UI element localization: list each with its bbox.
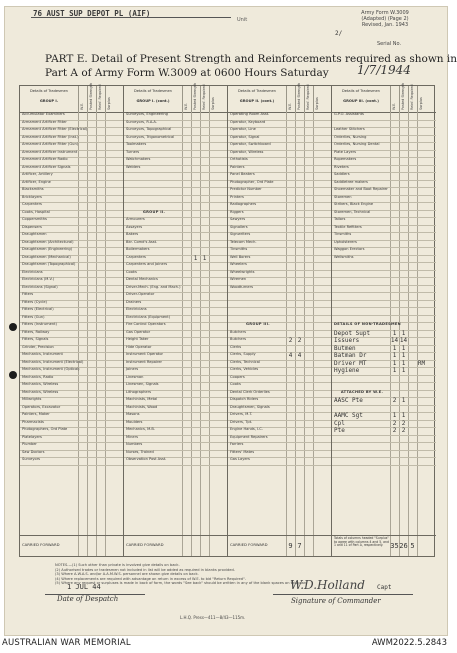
commander-rank: Capt [377, 584, 392, 591]
strength-value: RM [417, 359, 426, 367]
trade-label: Panel Beaters [230, 172, 255, 176]
trade-label: Drivers, Tpt. [230, 419, 253, 424]
punch-hole [9, 371, 17, 379]
trade-label: Gas Operator [126, 329, 151, 334]
trade-label: Equipment Repairers [230, 434, 268, 439]
trade-label: Telecom Mech. [230, 239, 257, 244]
trade-label: Hide Operator [126, 344, 152, 349]
trade-label: Clerks [230, 344, 242, 349]
trade-label: Tailors [334, 217, 346, 221]
column-header-text [20, 89, 78, 104]
trade-label: Well Borers [230, 254, 251, 259]
table-row [332, 457, 436, 466]
trade-label: Armament Artificer Instrument [22, 149, 78, 154]
trade-label: Grinder, Precision [22, 344, 54, 349]
strength-value: 1 [392, 352, 397, 359]
trade-label: Millwrights [22, 397, 42, 401]
trade-label: Armament Artificer Fitter (Inst.) [22, 134, 79, 139]
trade-label: Cooks [230, 382, 241, 386]
trade-label: Riggers [230, 209, 244, 214]
typed-trade: Batman Dr [334, 352, 367, 359]
trade-label: Plate Layers [334, 149, 357, 154]
form-reference [335, 10, 435, 28]
strength-value: 1 [401, 397, 406, 404]
trade-label: Numbers [126, 442, 143, 446]
subheader-text: Surplus [107, 97, 111, 110]
subheader-text: Reinf. Required [202, 84, 206, 110]
table-row [228, 457, 331, 466]
trade-label: Draughtsmen [22, 232, 47, 236]
trade-label: Linesmen, Signals [126, 382, 159, 386]
trade-label: Welders [126, 164, 141, 169]
trade-label: Butchers [230, 337, 246, 341]
strength-value: 1 [392, 412, 397, 419]
trade-label: Shoemaker and Boot Repairer [334, 187, 388, 191]
form-title-line2: Part A of Army Form W.3009 at 0600 Hours Saturday [45, 67, 329, 79]
unit-label: Unit [237, 17, 248, 23]
carried-forward-total: 35 [390, 542, 399, 550]
trade-label: Surveyors, Engineering [126, 112, 168, 116]
trade-label: Drivers, M.T. [230, 412, 253, 416]
carried-forward-total: 7 [297, 542, 302, 550]
trade-label: Linesman [126, 374, 144, 379]
column-head-label: Details of Tradesmen [342, 89, 380, 93]
trade-label: Butchers [230, 329, 246, 334]
subheader-surplus [209, 86, 219, 112]
strength-value: 14 [390, 337, 399, 344]
note-line: NOTES.—(1) Such other than private is involved give details on back. [55, 563, 180, 567]
totals-note: Totals of columns headed "Surplus" to agree with columns 4 and 5, and 1 and 11 of Part A, respectively. [334, 536, 389, 548]
group-heading: GROUP III. [246, 322, 270, 326]
strength-value: 1 [392, 344, 397, 352]
trade-label: Upholsterers [334, 239, 357, 244]
trade-label: Accumulator Examiners [22, 112, 65, 116]
trade-label: Fitters (Gun) [22, 314, 45, 319]
carried-forward-total: 26 [399, 542, 408, 550]
subheader-text: Posted Strength [297, 82, 301, 110]
table-row [20, 457, 123, 466]
trade-label: Wheelers [230, 262, 247, 266]
trade-label: Armament Artificer Signals [22, 164, 71, 169]
trade-label: Fire Control Operators [126, 322, 166, 326]
typed-trade: Butmen [334, 344, 356, 352]
trade-label: Draughtsmen (Engineering) [22, 247, 73, 251]
trade-label: Height Taker [126, 337, 149, 341]
column-header [228, 82, 331, 113]
commander-signature: W.D.Holland [290, 578, 365, 592]
trade-label: Saw Doctors [22, 449, 45, 454]
typed-trade: Issuers [334, 337, 360, 344]
strength-value: 1 [401, 352, 406, 359]
trade-label: Orderlies, Nursing [334, 134, 367, 139]
column-header-text [332, 89, 390, 104]
trade-label: Strikers, Black Engine [334, 202, 374, 206]
table-column-3 [228, 82, 332, 556]
trade-label: Bakers [126, 232, 139, 236]
table-column-1 [20, 82, 124, 556]
trade-label: Miners [126, 434, 138, 439]
trade-label: Drainers [126, 299, 142, 304]
trade-label: Wiremen [230, 277, 247, 281]
strength-value: 1 [392, 329, 397, 337]
trade-label: Electricians [126, 307, 147, 311]
archive-name: AUSTRALIAN WAR MEMORIAL [2, 638, 131, 648]
trade-label: Fitters (Electrical) [22, 307, 54, 311]
column-group-label: GROUP III. (cont.) [343, 99, 379, 104]
subheader-text: W.E. [80, 102, 84, 110]
subheader-text: Posted Strength [89, 82, 93, 110]
strength-value: 4 [297, 352, 302, 359]
trade-label: Orthotists [230, 157, 248, 161]
trade-label: Artificer, Engine [22, 179, 51, 184]
column-group-label: GROUP I. (cont.) [136, 99, 170, 104]
trade-label: Carpenters [126, 254, 146, 259]
trade-label: Boilermakers [126, 247, 150, 251]
trade-label: Instrument Repairer [126, 359, 163, 364]
trade-label: Dental Clerk Orderlies [230, 389, 270, 394]
note-line: (2) Authorised trades or tradesmen not included in list will be added as required in blanks provided. [55, 567, 235, 572]
trade-label: Surveyors [22, 457, 41, 461]
trade-label: Dispatch Riders [230, 397, 259, 401]
form-sheet [4, 6, 457, 636]
typed-trade: AASC Pte [334, 397, 363, 404]
group-heading: ATTACHED BY W.E. [340, 389, 384, 394]
trade-label: Operating Room Asst. [230, 112, 270, 116]
strength-value: 2 [297, 337, 302, 344]
trade-label: Riveters [334, 164, 349, 169]
trade-label: Instrument Operator [126, 352, 164, 356]
trade-label: Pharmacists [22, 419, 44, 424]
typed-trade: Depot Supt [334, 329, 371, 337]
page-number: 2/ [335, 30, 343, 37]
trade-label: Fitters' Mates [230, 449, 255, 454]
column-group-label: GROUP II. (cont.) [239, 99, 275, 104]
subheader-text: Surplus [211, 97, 215, 110]
report-date-hand: 1/7/194 [357, 63, 404, 77]
trade-label: Armament Artificer Radio [22, 157, 68, 161]
subheader-text: W.E. [392, 102, 396, 110]
trade-label: Artificer, Artillery [22, 172, 53, 176]
trade-label: Armament Artificer Fitter (Electrical) [22, 127, 88, 131]
trade-label: Blacksmiths [22, 187, 44, 191]
strength-value: 2 [392, 427, 397, 434]
subheader-text: W.E. [184, 102, 188, 110]
trade-label: Machinists, Metal [126, 397, 158, 401]
carried-forward-row [332, 535, 436, 556]
table-column-2 [124, 82, 228, 556]
trade-label: Radiographers [230, 202, 257, 206]
trade-label: Dispensers [22, 224, 42, 229]
trade-label: Woodturners [230, 284, 253, 289]
trade-label: Bricklayers [22, 194, 42, 199]
trade-label: Surveyors, R.A.A. [126, 119, 157, 124]
printer-imprint: L.H.Q. Press—411—8/43—115m. [180, 615, 246, 620]
trade-label: Armourers [126, 217, 145, 221]
report-date [357, 63, 411, 77]
trade-label: Moulders [126, 419, 143, 424]
typed-trade: AAMC Sgt [334, 412, 363, 419]
trade-label: Tinsmiths [334, 232, 352, 236]
carried-forward-total: 5 [410, 542, 415, 550]
typed-trade: Driver MT [334, 359, 367, 367]
trade-label: Fitters (Cycle) [22, 299, 47, 304]
trade-label: Mechanics, M.B. [126, 427, 156, 431]
trade-label: Assayers [126, 224, 143, 229]
form-notes [55, 563, 427, 586]
trade-label: Electricians [22, 269, 43, 274]
trade-label: Saddlers [334, 172, 350, 176]
signature-rule [273, 594, 413, 595]
trade-label: Draughtsmen, Signals [230, 404, 270, 409]
strength-value: 1 [401, 359, 406, 367]
punch-hole [9, 323, 17, 331]
trade-label: Storemen, Technical [334, 209, 371, 214]
table-row [124, 457, 227, 466]
typed-trade: Hygiene [334, 367, 360, 374]
carried-forward-label: CARRIED FORWARD [126, 542, 164, 547]
subheader-text: Posted Strength [193, 82, 197, 110]
trade-label: Photographers, Ord Plate [22, 427, 68, 431]
trade-label: Plumber [22, 442, 37, 446]
column-header [20, 82, 123, 113]
report-date-suffix: 4 [403, 63, 411, 77]
trade-label: Painters, Maker [22, 412, 50, 416]
trade-label: Wheelwrights [230, 269, 255, 274]
trade-label: Leather Stitchers [334, 127, 365, 131]
trade-label: Platelayers [22, 434, 42, 439]
subheader-text: Surplus [315, 97, 319, 110]
trade-label: Turners [126, 149, 140, 154]
form-ref-line: Army Form W.3009 [361, 10, 409, 16]
unit-rule [31, 17, 231, 18]
trade-label: Photographer, Ord Plate [230, 179, 274, 184]
trade-label: Nurses, Trained [126, 449, 154, 454]
trade-label: Electricians (M.V.) [22, 277, 54, 281]
trade-label: Driver-Mech. (Eng. and Mach.) [126, 284, 181, 289]
carried-forward-row [228, 535, 331, 556]
trade-label: Operators, Excavator [22, 404, 61, 409]
trade-label: Toolmakers [126, 142, 147, 146]
column-head-label: Details of Tradesmen [238, 89, 276, 93]
note-line: (5) Where any request or surpluses is made in back of form, the words "See back" should be written in any of the blank spaces on this plan. [55, 581, 308, 585]
strength-value: 1 [401, 412, 406, 419]
note-line: (3) Where A.W.A.S. and/or A.A.M.W.S. personnel are shown give details on back. [55, 572, 199, 576]
form-ref-line: Revised, Jan. 1943 [361, 22, 409, 28]
trade-label: Armament Artificer Fitter [22, 119, 67, 124]
trade-label: Storemen [334, 194, 352, 199]
trade-label: Waggon Erectors [334, 247, 365, 251]
strength-table [19, 82, 435, 557]
trade-label: Operator, Wireless [230, 149, 264, 154]
trade-label: Farriers [230, 442, 244, 446]
group-heading: GROUP II. [142, 209, 166, 214]
column-head-label: Details of Tradesmen [134, 89, 172, 93]
group-heading: DETAILS OF NON-TRADESMEN [334, 322, 401, 326]
trade-label: Surveyors, Topographical [126, 127, 172, 131]
column-header [124, 82, 227, 113]
trade-label: Saddletree makers [334, 179, 368, 184]
trade-label: Clerks, Supply [230, 352, 256, 356]
subheader-surplus [417, 86, 427, 112]
trade-label: Printers [230, 194, 244, 199]
form-title-line1: PART E. Detail of Present Strength and Reinforcements required as shown in [45, 53, 457, 65]
strength-value: 1 [202, 254, 207, 262]
trade-label: Mechanics, Radio [22, 374, 54, 379]
trade-label: Fitters, Railway [22, 329, 50, 334]
trade-label: Clerks, Vehicles [230, 367, 259, 371]
subheader-text: Surplus [419, 97, 423, 110]
trade-label: Dental Mechanics [126, 277, 158, 281]
column-head-label: Details of Tradesmen [30, 89, 68, 93]
trade-label: G.P.O. Assistants [334, 112, 364, 116]
strength-value: 1 [392, 359, 397, 367]
despatch-label: Date of Despatch [57, 595, 119, 603]
typed-trade: Cpl [334, 419, 345, 427]
trade-label: Draughtsmen (Mechanical) [22, 254, 71, 259]
trade-label: Watchmakers [126, 157, 151, 161]
trade-label: Machinists, Wood [126, 404, 158, 409]
subheader-text: Reinf. Required [410, 84, 414, 110]
trade-label: Painters [230, 164, 245, 169]
signature-label: Signature of Commander [291, 597, 381, 605]
trade-label: Coppersmiths [22, 217, 47, 221]
trade-label: Operator, Keyboard [230, 119, 266, 124]
form-ref-line: (Adapted) (Page 2) [361, 16, 409, 22]
trade-label: Lithographers [126, 389, 151, 394]
subheader-text: W.E. [288, 102, 292, 110]
trade-label: Wellsmiths [334, 254, 354, 259]
trade-label: Driver-Operator [126, 292, 155, 296]
trade-label: Electricians (Signal) [22, 284, 58, 289]
trade-label: Fitters [22, 292, 34, 296]
subheader-surplus [105, 86, 115, 112]
trade-label: Gas Layers [230, 457, 250, 461]
trade-label: Clerks, Technical [230, 359, 260, 364]
strength-value: 2 [401, 419, 406, 427]
strength-value: 1 [401, 329, 406, 337]
trade-label: Mechanics, Instrument (Electrical) [22, 359, 84, 364]
despatch-date: 1 JUL 44 [67, 583, 101, 591]
column-header [332, 82, 436, 113]
trade-label: Operator, Line [230, 127, 256, 131]
trade-label: Surveyors, Trigonometrical [126, 134, 175, 139]
trade-label: Cooks, Hospital [22, 209, 50, 214]
trade-label: Coopers [230, 374, 245, 379]
trade-label: Draughtsmen (Topographical) [22, 262, 76, 266]
trade-label: Fitters, Signals [22, 337, 49, 341]
trade-label: Textile Refitters [334, 224, 362, 229]
trade-label: Signwriters [230, 232, 251, 236]
column-header-text [124, 89, 182, 104]
strength-value: 14 [399, 337, 408, 344]
trade-label: Orderlies, Nursing Dental [334, 142, 380, 146]
column-group-label: GROUP I. [39, 99, 59, 104]
strength-value: 1 [193, 254, 198, 262]
trade-label: Carpenters and Joiners [126, 262, 168, 266]
strength-value: 1 [392, 367, 397, 374]
trade-label: Cooks [126, 269, 137, 274]
strength-value: 4 [288, 352, 293, 359]
trade-label: Mechanics, Wireless [22, 382, 59, 386]
trade-label: Tinsmiths [230, 247, 248, 251]
strength-value: 1 [401, 367, 406, 374]
trade-label: Ropemakers [334, 157, 357, 161]
trade-label: Operator, Signal [230, 134, 260, 139]
carried-forward-row [20, 535, 123, 556]
strength-value: 2 [392, 419, 397, 427]
trade-label: Predictor Number [230, 187, 262, 191]
trade-label: Mechanics, Instrument [22, 352, 63, 356]
serial-label: Serial No. [377, 41, 402, 47]
trade-label: Mechanics, Instrument (Optical) [22, 367, 80, 371]
trade-label: Engine Hands, I.C. [230, 427, 263, 431]
trade-label: Joiners [126, 367, 139, 371]
trade-label: Signallers [230, 224, 248, 229]
carried-forward-label: CARRIED FORWARD [230, 542, 268, 547]
trade-label: Observation Post Asst. [126, 457, 167, 461]
trade-label: Masons [126, 412, 140, 416]
strength-value: 1 [401, 344, 406, 352]
carried-forward-label: CARRIED FORWARD [22, 542, 60, 547]
subheader-text: Reinf. Required [98, 84, 102, 110]
trade-label: Draughtsmen (Architectural) [22, 239, 74, 244]
table-column-4 [332, 82, 436, 556]
typed-trade: Pte [334, 427, 345, 434]
strength-value: 2 [392, 397, 397, 404]
archive-accession: AWM2022.5.2843 [371, 638, 447, 648]
trade-label: Bkr. Comd's Asst. [126, 239, 158, 244]
subheader-surplus [313, 86, 323, 112]
carried-forward-total: 9 [288, 542, 293, 550]
column-header-text [228, 89, 286, 104]
note-line: (4) Where replacements are required with advantage on return in excess of W.E. to bid "Return Required". [55, 576, 246, 581]
trade-label: Sawyers [230, 217, 246, 221]
subheader-text: Reinf. Required [306, 84, 310, 110]
trade-label: Mechanics, Wireless [22, 389, 59, 394]
unit-name: 76 AUST SUP DEPOT PL (AIF) [33, 9, 151, 18]
trade-label: Operator, Switchboard [230, 142, 271, 146]
trade-label: Carpenters [22, 202, 42, 206]
trade-label: Fitters (Instrument) [22, 322, 57, 326]
carried-forward-row [124, 535, 227, 556]
strength-value: 2 [401, 427, 406, 434]
strength-value: 2 [288, 337, 293, 344]
subheader-text: Posted Strength [401, 82, 405, 110]
trade-label: Electricians (Equipment) [126, 314, 171, 319]
trade-label: Armament Artificer Fitter (Gun) [22, 142, 79, 146]
